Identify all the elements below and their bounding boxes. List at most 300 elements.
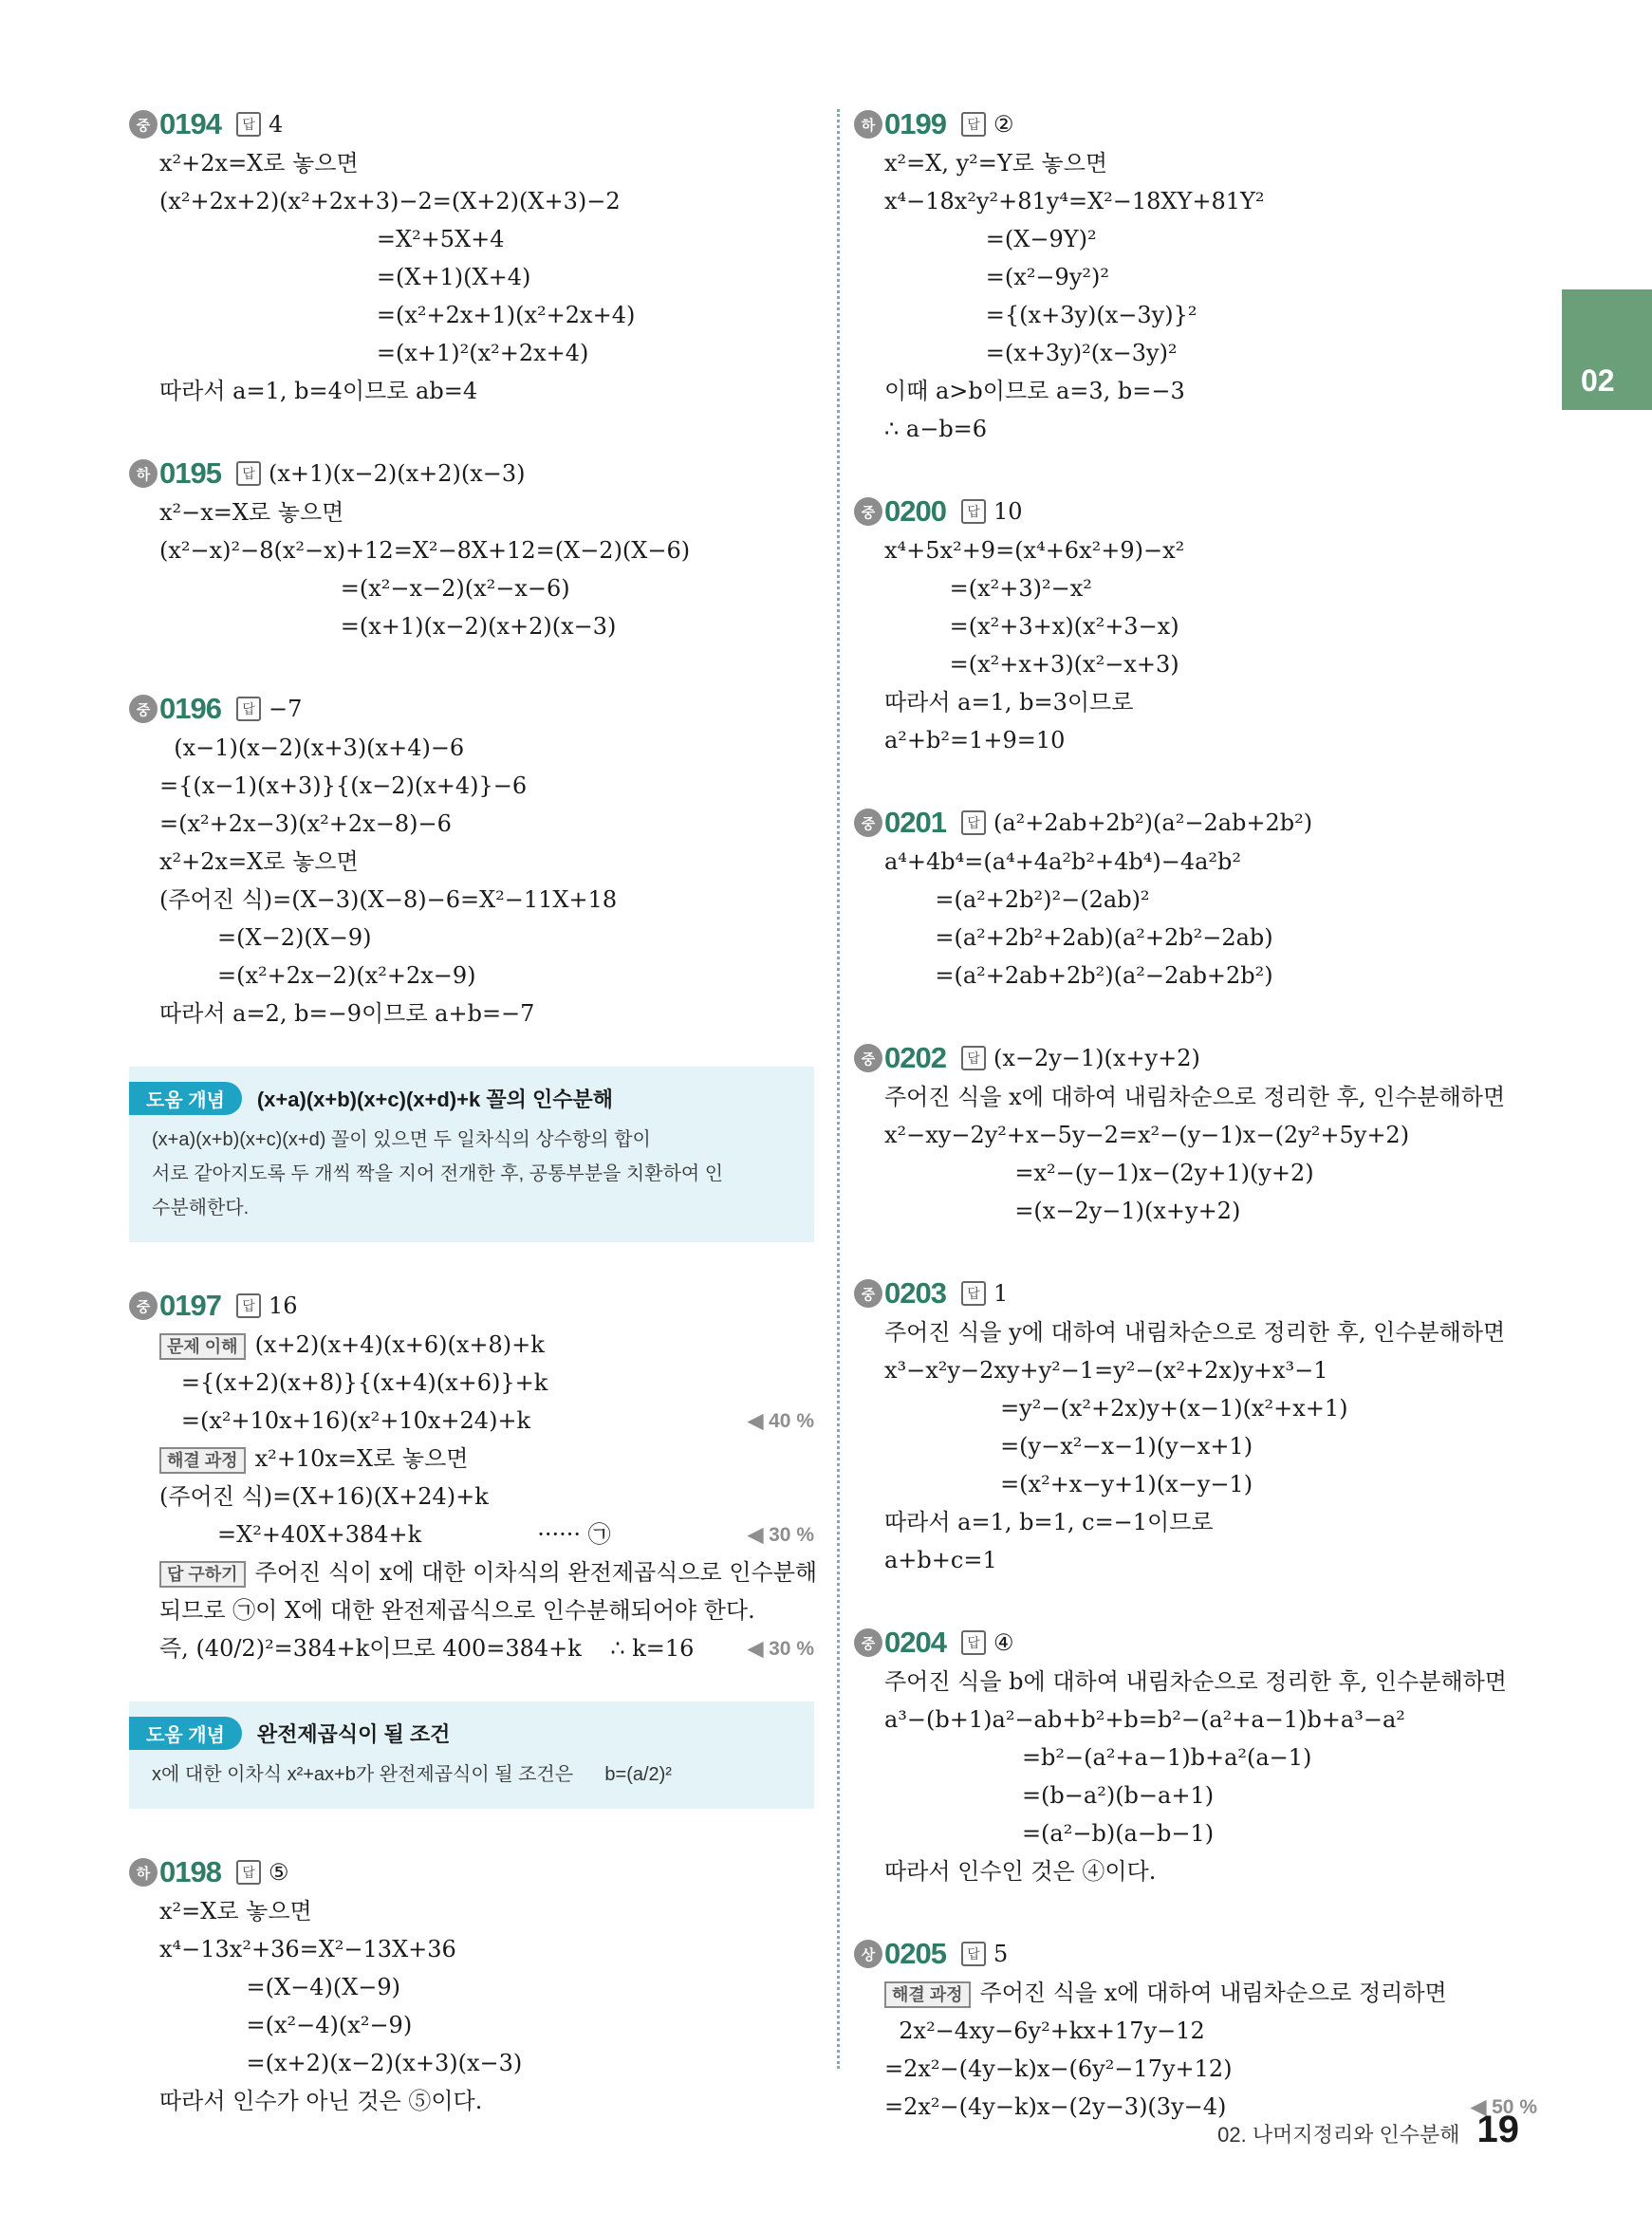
solution-line [854,1663,1537,1701]
solution-text: =2x²−(4y−k)x−(6y²−17y+12) [884,2055,1233,2082]
concept-box-header [146,1717,791,1750]
solution-row [854,881,1537,919]
problem-header [854,803,1537,843]
step-label: 답 구하기 [159,1561,246,1588]
problem-number: 0196 [159,692,221,725]
solution-text: =x²−(y−1)x−(2y+1)(y+2) [884,1160,1314,1186]
solution-line [129,2082,814,2120]
solution-row [129,1629,814,1667]
answer-icon: 답 [236,1860,261,1885]
solution-row [854,957,1537,995]
difficulty-badge: 하 [854,110,882,139]
solution-row [129,1591,814,1629]
solution-line [129,258,814,296]
solution-text: 따라서 인수가 아닌 것은 ⑤이다. [159,2088,483,2114]
left-column [129,104,818,2164]
solution-row [854,1389,1537,1427]
difficulty-badge: 중 [854,497,882,526]
score-percent: ◀ 30 % [748,1523,814,1546]
solution-text: =(x−2y−1)(x+y+2) [884,1198,1241,1224]
score-percent: ◀ 30 % [748,1637,814,1660]
solution-row [129,1364,814,1402]
solution-row [129,805,814,843]
solution-row [129,881,814,919]
solution-line [854,1154,1537,1192]
solution-text: =(x²+3)²−x² [884,575,1092,602]
solution-row [129,767,814,805]
solution-text: =(x²−x−2)(x²−x−6) [159,575,570,602]
solution-line [854,1313,1537,1351]
solution-text: =(x+1)(x−2)(x+2)(x−3) [159,613,617,640]
solution-line [129,767,814,805]
solution-text: x²−x=X로 놓으면 [159,499,344,526]
answer-icon: 답 [961,1046,986,1070]
solution-row [854,258,1537,296]
problem-0199 [854,104,1537,448]
solution-text: x²+2x=X로 놓으면 [159,848,359,875]
solution-row [854,683,1537,721]
step-label: 문제 이해 [159,1333,246,1360]
chapter-tab [1562,289,1652,410]
solution-row [854,1116,1537,1154]
solution-text: (주어진 식)=(X+16)(X+24)+k [159,1483,489,1510]
problem-header [129,104,814,144]
solution-row [129,995,814,1032]
solution-row [854,1701,1537,1739]
solution-row [854,220,1537,258]
solution-line [129,1629,729,1667]
solution-line [129,805,814,843]
problem-0196 [129,689,814,1032]
solution-text: =(x+2)(x−2)(x+3)(x−3) [159,2050,523,2076]
problem-number: 0199 [884,107,946,140]
solution-line [854,2050,1537,2088]
solution-row [129,1968,814,2006]
solution-text: 따라서 a=2, b=−9이므로 a+b=−7 [159,1000,535,1027]
solution-line [129,1553,817,1591]
solution-line [129,372,814,410]
solution-text: =b²−(a²+a−1)b+a²(a−1) [884,1744,1312,1771]
solution-row [854,531,1537,569]
solution-row [854,1154,1537,1192]
solution-row [129,1553,818,1591]
solution-line [854,1465,1537,1503]
solution-text: x²+2x=X로 놓으면 [159,150,359,177]
solution-text: =(X+1)(X+4) [159,264,531,290]
answer-value: ② [993,111,1014,138]
solution-text: =(X−4)(X−9) [159,1974,401,2000]
difficulty-badge: 하 [129,459,158,488]
solution-row [854,410,1537,448]
solution-text: 주어진 식을 y에 대하여 내림차순으로 정리한 후, 인수분해하면 [884,1319,1506,1346]
solution-text: 따라서 a=1, b=3이므로 [884,689,1134,716]
solution-line [854,1814,1537,1852]
solution-row [854,1776,1537,1814]
solution-line [129,144,814,182]
solution-line [854,182,1537,220]
answer-value: (a²+2ab+2b²)(a²−2ab+2b²) [993,809,1313,836]
solution-row [854,1974,1537,2012]
solution-row [854,607,1537,645]
problem-header [854,1623,1537,1663]
problem-0204 [854,1623,1537,1890]
solution-line [129,1591,814,1629]
solution-text: =X²+5X+4 [159,226,505,252]
solution-row [854,645,1537,683]
solution-line [129,1364,814,1402]
answer-value: 16 [268,1292,298,1319]
solution-line [854,1116,1537,1154]
chapter-tab-label: 02 [1581,363,1615,398]
solution-row [129,493,814,531]
solution-line [129,182,814,220]
solution-line [854,957,1537,995]
solution-text: =(x²+2x−3)(x²+2x−8)−6 [159,810,452,837]
problem-0194 [129,104,814,410]
solution-line [854,1541,1537,1579]
solution-text: x²=X, y²=Y로 놓으면 [884,150,1108,177]
solution-line [854,1739,1537,1776]
solution-text: =(b−a²)(b−a+1) [884,1782,1215,1809]
problem-header [129,1286,814,1326]
solution-line [129,334,814,372]
solution-row [129,569,814,607]
solution-row [129,144,814,182]
solution-text: 이때 a>b이므로 a=3, b=−3 [884,378,1185,404]
solution-line [854,721,1537,759]
problem-number: 0202 [884,1041,946,1074]
solution-line [129,220,814,258]
solution-line [129,2044,814,2082]
solution-text: =(y−x²−x−1)(y−x+1) [884,1433,1253,1460]
solution-text: 주어진 식을 b에 대하여 내림차순으로 정리한 후, 인수분해하면 [884,1668,1507,1695]
problem-0203 [854,1274,1537,1579]
solution-text: 따라서 a=1, b=1, c=−1이므로 [884,1509,1214,1535]
problem-0201 [854,803,1537,995]
solution-text: 되므로 ㉠이 X에 대한 완전제곱식으로 인수분해되어야 한다. [159,1597,755,1624]
solution-row [854,843,1537,881]
page-number: 19 [1476,2109,1519,2150]
solution-text: (x+2)(x+4)(x+6)(x+8)+k [254,1331,545,1358]
solution-line [854,919,1537,957]
solution-row [854,1427,1537,1465]
solution-line [854,334,1537,372]
difficulty-badge: 상 [854,1940,882,1968]
solution-row [129,843,814,881]
answer-value: ④ [993,1629,1014,1656]
concept-badge: 도움 개념 [129,1717,242,1750]
solution-row [129,1930,814,1968]
solution-text: =(x²+x+3)(x²−x+3) [884,651,1179,678]
answer-value: (x+1)(x−2)(x+2)(x−3) [268,460,526,487]
solution-line [854,220,1537,258]
solution-text: 주어진 식을 x에 대하여 내림차순으로 정리한 후, 인수분해하면 [884,1084,1506,1110]
answer-icon: 답 [961,1630,986,1655]
problem-number: 0203 [884,1276,946,1310]
solution-text: x²=X로 놓으면 [159,1898,312,1925]
problem-number: 0195 [159,456,221,490]
footer-chapter: 02. 나머지정리와 인수분해 [1217,2123,1460,2147]
solution-text: =(x²+2x+1)(x²+2x+4) [159,302,636,328]
problem-0195 [129,454,814,645]
solution-text: =(a²+2ab+2b²)(a²−2ab+2b²) [884,962,1273,989]
solution-line [854,607,1537,645]
solution-row [854,2050,1537,2088]
solution-row [129,2044,814,2082]
difficulty-badge: 중 [129,1292,158,1320]
solution-row [854,2012,1537,2050]
difficulty-badge: 중 [854,809,882,837]
problem-0205 [854,1934,1537,2126]
problem-number: 0204 [884,1626,946,1659]
solution-row [129,531,814,569]
answer-value: 5 [993,1941,1009,1967]
solution-line [854,1389,1537,1427]
answer-value: 4 [268,111,284,138]
solution-text: a+b+c=1 [884,1547,997,1573]
solution-row [854,1078,1537,1116]
solution-line [129,843,814,881]
solution-line [129,1930,814,1968]
solution-line [854,683,1537,721]
solution-line [854,843,1537,881]
solution-row [854,1503,1537,1541]
difficulty-badge: 중 [129,110,158,139]
solution-text: =(a²−b)(a−b−1) [884,1820,1215,1847]
solution-row [129,607,814,645]
solution-row [129,957,814,995]
solution-text: =(x²+x−y+1)(x−y−1) [884,1471,1253,1497]
solution-text: x⁴+5x²+9=(x⁴+6x²+9)−x² [884,537,1185,564]
solution-line [129,1326,814,1364]
answer-icon: 답 [236,1293,261,1318]
solution-line [854,1503,1537,1541]
solution-line [854,410,1537,448]
solution-row [129,1326,814,1364]
solution-text: (주어진 식)=(X−3)(X−8)−6=X²−11X+18 [159,886,618,913]
solution-line [129,1968,814,2006]
problem-header [854,492,1537,531]
solution-row [129,296,814,334]
solution-row [854,144,1537,182]
solution-line [854,645,1537,683]
page-footer [1217,2109,1519,2151]
concept-box-header [146,1082,791,1115]
solution-text: 즉, (40/2)²=384+k이므로 400=384+k ∴ k=16 [159,1635,695,1662]
solution-line [854,531,1537,569]
problem-header [129,1852,814,1892]
solution-line [854,881,1537,919]
solution-row [854,1739,1537,1776]
solution-text: =2x²−(4y−k)x−(2y−3)(3y−4) [884,2093,1227,2120]
solution-text: ∴ a−b=6 [884,416,988,442]
score-percent: ◀ 40 % [748,1409,814,1432]
solution-text: x⁴−18x²y²+81y⁴=X²−18XY+81Y² [884,188,1265,214]
solution-row [854,1663,1537,1701]
solution-line [129,957,814,995]
solution-row [129,220,814,258]
answer-value: 1 [993,1280,1009,1307]
answer-icon: 답 [961,1281,986,1306]
solution-line [129,1440,814,1478]
solution-text: ={(x+2)(x+8)}{(x+4)(x+6)}+k [159,1369,548,1396]
solution-line [854,258,1537,296]
answer-icon: 답 [961,499,986,524]
concept-box [129,1702,814,1809]
solution-row [129,334,814,372]
solution-text: 따라서 인수인 것은 ④이다. [884,1858,1157,1885]
answer-icon: 답 [236,461,261,486]
problem-0200 [854,492,1537,759]
solution-line [854,2012,1537,2050]
answer-icon: 답 [236,697,261,721]
concept-text: (x+a)(x+b)(x+c)(x+d) 꼴이 있으면 두 일차식의 상수항의 합이 서로 같아지도록 두 개씩 짝을 지어 전개한 후, 공통부분을 치환하여 인 수분해한다. [152,1129,724,1218]
solution-row [854,1192,1537,1230]
solution-text: =(x²+3+x)(x²+3−x) [884,613,1179,640]
solution-text: =(a²+2b²+2ab)(a²+2b²−2ab) [884,924,1273,951]
solution-row [854,919,1537,957]
solution-line [854,1852,1537,1890]
solution-row [854,1814,1537,1852]
solution-line [129,995,814,1032]
solution-row [129,1516,814,1553]
solution-line [129,1402,729,1440]
concept-box [129,1067,814,1242]
problem-header [854,1274,1537,1313]
solution-text: (x²−x)²−8(x²−x)+12=X²−8X+12=(X−2)(X−6) [159,537,691,564]
solution-row [129,2082,814,2120]
solution-line [854,296,1537,334]
solution-line [854,1192,1537,1230]
answer-icon: 답 [961,112,986,137]
solution-text: =(x+1)²(x²+2x+4) [159,340,589,366]
concept-badge: 도움 개념 [129,1082,242,1115]
score-percent: ◀ 50 % [1471,2095,1537,2118]
answer-icon: 답 [961,810,986,835]
solution-line [129,1892,814,1930]
solution-row [854,1351,1537,1389]
solution-line [854,1776,1537,1814]
solution-text: 따라서 a=1, b=4이므로 ab=4 [159,378,478,404]
solution-line [129,296,814,334]
solution-row [854,296,1537,334]
solution-row [129,2006,814,2044]
solution-text: =(X−2)(X−9) [159,924,372,951]
solution-text: 2x²−4xy−6y²+kx+17y−12 [884,2018,1205,2044]
solution-line [129,1478,814,1516]
solution-line [854,1078,1537,1116]
solution-row [854,1465,1537,1503]
solution-line [854,1351,1537,1389]
solution-text: =(x²−9y²)² [884,264,1109,290]
problem-number: 0205 [884,1937,946,1970]
solution-row [854,1313,1537,1351]
solution-line [854,144,1537,182]
solution-line [129,569,814,607]
solution-text: =(x²−4)(x²−9) [159,2012,413,2038]
solution-text: (x²+2x+2)(x²+2x+3)−2=(X+2)(X+3)−2 [159,188,621,214]
column-divider [837,109,840,2069]
solution-text: =(x²+2x−2)(x²+2x−9) [159,962,476,989]
problem-0202 [854,1038,1537,1230]
difficulty-badge: 중 [129,695,158,723]
answer-value: 10 [993,498,1023,525]
solution-line [129,729,814,767]
solution-row [129,919,814,957]
concept-title: 완전제곱식이 될 조건 [256,1722,451,1746]
problem-number: 0198 [159,1855,221,1888]
solution-row [129,372,814,410]
solution-text: a⁴+4b⁴=(a⁴+4a²b²+4b⁴)−4a²b² [884,848,1242,875]
solution-line [129,2006,814,2044]
solution-row [129,1440,814,1478]
problem-0197 [129,1286,818,1667]
solution-row [129,729,814,767]
solution-row [854,569,1537,607]
problem-number: 0200 [884,494,946,528]
answer-icon: 답 [236,112,261,137]
concept-text: x에 대한 이차식 x²+ax+b가 완전제곱식이 될 조건은 b=(a/2)² [152,1764,672,1785]
problem-header [854,1038,1537,1078]
solution-line [129,1516,729,1553]
problem-header [129,689,814,729]
answer-value: (x−2y−1)(x+y+2) [993,1045,1200,1071]
solution-line [854,1974,1537,2012]
solution-row [854,334,1537,372]
solution-row [854,721,1537,759]
difficulty-badge: 중 [854,1279,882,1308]
solution-row [129,258,814,296]
answer-value: ⑤ [268,1859,289,1886]
solution-row [854,1852,1537,1890]
solution-text: ={(x+3y)(x−3y)}² [884,302,1197,328]
problem-header [854,1934,1537,1974]
step-label: 해결 과정 [884,1981,971,2008]
solution-line [854,569,1537,607]
solution-line [129,531,814,569]
solution-text: a²+b²=1+9=10 [884,727,1066,753]
solution-text: x²−xy−2y²+x−5y−2=x²−(y−1)x−(2y²+5y+2) [884,1122,1410,1148]
solution-row [854,182,1537,220]
problem-header [854,104,1537,144]
solution-row [129,1478,814,1516]
solution-row [129,1892,814,1930]
solution-text: =(x²+10x+16)(x²+10x+24)+k [159,1407,531,1434]
solution-line [854,372,1537,410]
concept-title: (x+a)(x+b)(x+c)(x+d)+k 꼴의 인수분해 [256,1088,613,1111]
difficulty-badge: 중 [854,1628,882,1657]
solution-line [854,1427,1537,1465]
solution-row [129,1402,814,1440]
solution-text: x³−x²y−2xy+y²−1=y²−(x²+2x)y+x³−1 [884,1357,1328,1384]
solution-text: =(X−9Y)² [884,226,1097,252]
solution-line [129,881,814,919]
problem-number: 0194 [159,107,221,140]
solution-text: (x−1)(x−2)(x+3)(x+4)−6 [159,735,465,761]
solution-line [129,919,814,957]
right-column [854,104,1537,2169]
solution-text: =X²+40X+384+k ······ ㉠ [159,1521,611,1548]
solution-line [129,493,814,531]
answer-value: −7 [268,696,303,722]
solution-text: a³−(b+1)a²−ab+b²+b=b²−(a²+a−1)b+a³−a² [884,1706,1405,1733]
solution-text: 주어진 식을 x에 대하여 내림차순으로 정리하면 [979,1980,1447,2006]
solution-text: =(x+3y)²(x−3y)² [884,340,1178,366]
problem-number: 0201 [884,806,946,839]
solution-row [854,1541,1537,1579]
solution-text: =y²−(x²+2x)y+(x−1)(x²+x+1) [884,1395,1348,1422]
solution-line [129,607,814,645]
